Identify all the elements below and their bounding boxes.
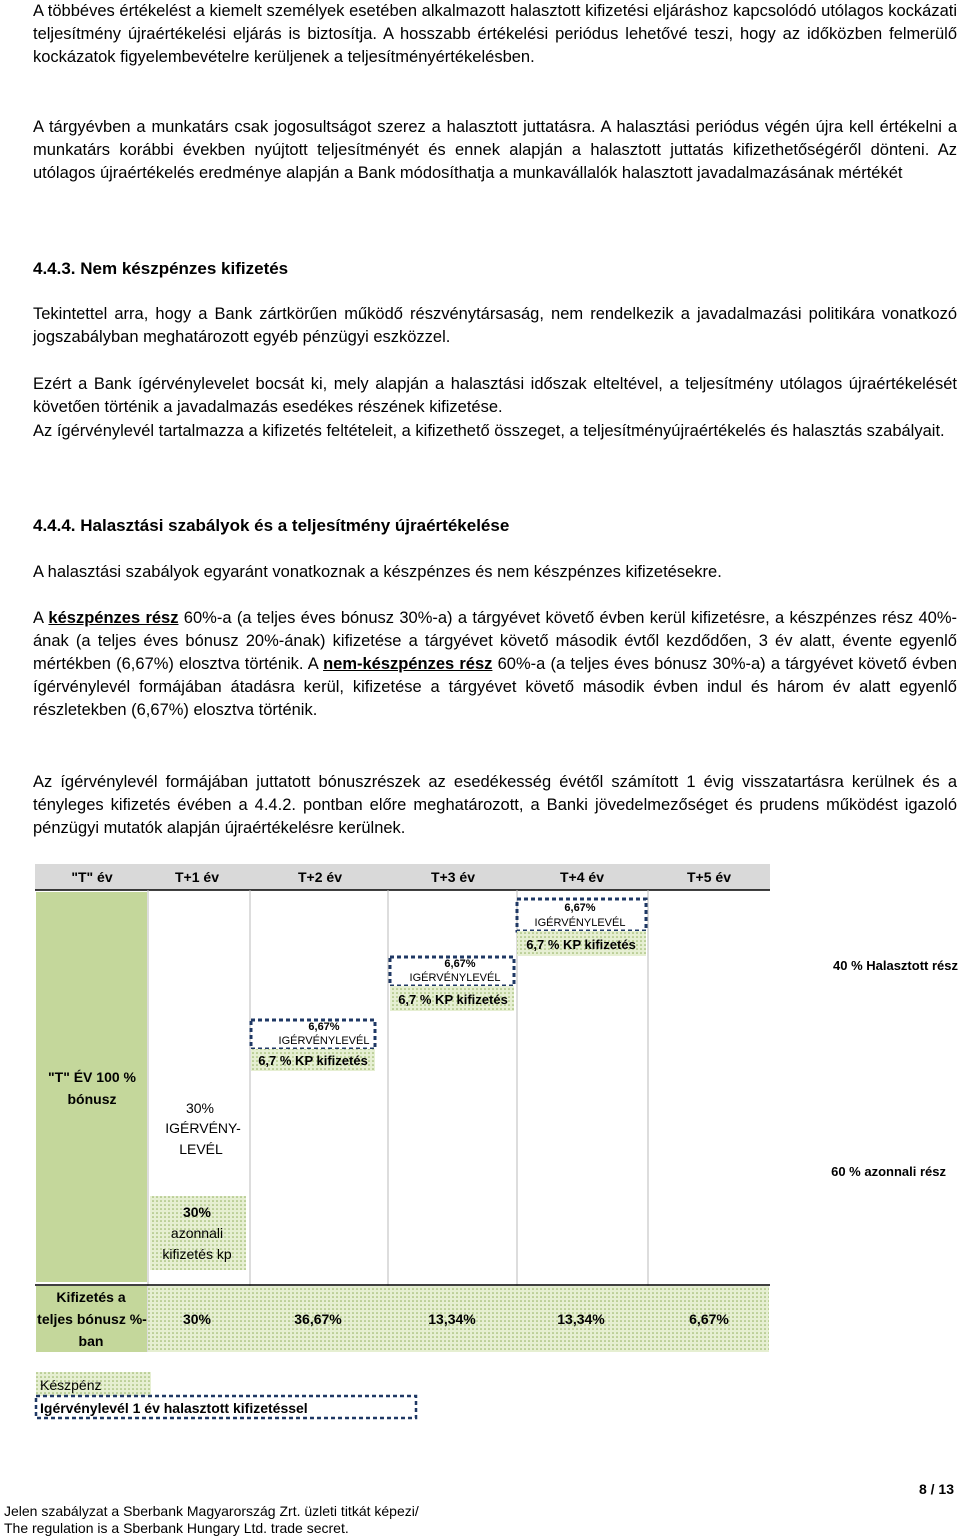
legend-promise-label: Igérvénylevél 1 év halasztott kifizetéssel <box>40 1400 308 1416</box>
payout-row-label-1: Kifizetés a <box>56 1289 126 1305</box>
promise-30-pct: 30% <box>185 1100 215 1116</box>
promise-t3-pct: 6,67% <box>444 958 476 970</box>
legend-cash-label: Készpénz <box>40 1377 102 1393</box>
paragraph-4b: Az ígérvénylevél tartalmazza a kifizetés feltételeit, a kifizethető összeget, a teljesítményújraértékelés és halasztás szabályait. <box>33 422 945 440</box>
page-number: 8 / 13 <box>918 1481 954 1497</box>
header-year-t3: T+3 év <box>431 869 475 885</box>
paragraph-4a: Ezért a Bank ígérvénylevelet bocsát ki, mely alapján a halasztási időszak elteltével, a teljesítmény utólagos újraértékelését követően történik a javadalmazás esedékes részének kifizetése. <box>33 375 957 416</box>
promise-t2-label: IGÉRVÉNYLEVÉL <box>278 1035 370 1047</box>
p6-text: 60%-a (a teljes éves bónusz 30%-a) a tárgyévet követő évben ígérvénylevél formájában átadásra kerül, kifizetése a tárgyévet követő második évben indul és három év alatt egyenlő részletekben (6,67%) elosztva történik. <box>33 655 958 719</box>
payout-value-t1: 30% <box>182 1311 212 1327</box>
payout-value-t3: 13,34% <box>428 1311 476 1327</box>
paragraph-7: Az ígérvénylevél formájában juttatott bónuszrészek az esedékesség évétől számított 1 évig visszatartásra kerülnek és a tényleges kifizetés évében a 4.4.2. pontban előre meghatározott, a Banki jövedelmezőséget és prudens működést igazoló pénzügyi mutatók alapján újraértékelésre kerülnek. <box>33 773 957 837</box>
header-year-t: "T" év <box>71 869 113 885</box>
payout-value-t5: 6,67% <box>689 1311 729 1327</box>
footer-line-1: Jelen szabályzat a Sberbank Magyarország Zrt. üzleti titkát képezi/ <box>4 1503 419 1519</box>
p6-text: A <box>33 609 49 627</box>
paragraph-1: A többéves értékelést a kiemelt személyek esetében alkalmazott halasztott kifizetési eljáráshoz kapcsolódó utólagos kockázati teljesítmény újraértékelési eljárás is biztosítja. A hosszabb értékelési periódus lehetővé teszi, hogy az időközben felmerülő kockázatok figyelembevételre kerüljenek a teljesítményértékelésben. <box>33 2 957 66</box>
cash-30-label: azonnali <box>170 1225 224 1241</box>
paragraph-3: Tekintettel arra, hogy a Bank zártkörűen működő részvénytársaság, nem rendelkezik a javadalmazási politikára vonatkozó jogszabályban meghatározott egyéb pénzügyi eszközzel. <box>33 305 957 346</box>
payout-value-t2: 36,67% <box>294 1311 342 1327</box>
promise-t3-label: IGÉRVÉNYLEVÉL <box>409 972 501 984</box>
paragraph-6 <box>33 607 957 722</box>
header-year-t2: T+2 év <box>298 869 342 885</box>
paragraph-2: A tárgyévben a munkatárs csak jogosultságot szerez a halasztott juttatásra. A halasztási periódus végén újra kell értékelni a munkatárs korábbi években nyújtott teljesítményét és ennek alapján a halasztott juttatás kifizethetőségéről dönteni. Az utólagos újraértékelés eredménye alapján a Bank módosíthatja a munkavállalók halasztott javadalmazásának mértékét <box>33 118 957 182</box>
payout-row-label-2: teljes bónusz %- <box>37 1311 147 1327</box>
cash-30-label2: kifizetés kp <box>162 1246 232 1262</box>
promise-30-label2: LEVÉL <box>179 1141 223 1157</box>
payout-row-label-3: ban <box>78 1333 104 1349</box>
cash-part-term: készpénzes rész <box>48 609 179 627</box>
noncash-part-term: nem-készpénzes rész <box>323 655 493 673</box>
promise-t2-pct: 6,67% <box>308 1021 340 1033</box>
promise-t4-pct: 6,67% <box>564 902 596 914</box>
p6-text: 60%-a (a teljes éves bónusz 30%-a) a tárgyévet követő évben kerül kifizetésre, a készpénzes rész 40%-ának (a teljes éves bónusz 20%-ának) kifizetése a tárgyévet követő második évtől kezdődően, 3 év alatt, évente egyenlő mértékben (6,67%) elosztva történik. A <box>33 609 957 673</box>
cash-t2-label: 6,7 % KP kifizetés <box>258 1053 368 1068</box>
section-heading-444: 4.4.4. Halasztási szabályok és a teljesítmény újraértékelése <box>33 516 510 535</box>
promise-30-label: IGÉRVÉNY- <box>165 1120 241 1136</box>
immediate-part-label: 60 % azonnali rész <box>831 1164 946 1179</box>
paragraph-5: A halasztási szabályok egyaránt vonatkoznak a készpénzes és nem készpénzes kifizetésekre. <box>33 563 722 581</box>
payout-value-t4: 13,34% <box>557 1311 605 1327</box>
cash-t4-label: 6,7 % KP kifizetés <box>526 937 636 952</box>
header-row-bg <box>35 864 770 890</box>
cash-t3-label: 6,7 % KP kifizetés <box>398 992 508 1007</box>
footer-line-2: The regulation is a Sberbank Hungary Ltd. trade secret. <box>4 1520 349 1536</box>
header-year-t4: T+4 év <box>560 869 604 885</box>
cash-30-pct: 30% <box>182 1204 212 1220</box>
header-year-t5: T+5 év <box>687 869 731 885</box>
t-year-bonus-label: bónusz <box>67 1091 117 1107</box>
header-year-t1: T+1 év <box>175 869 219 885</box>
section-heading-443: 4.4.3. Nem készpénzes kifizetés <box>33 259 289 278</box>
t-year-bonus-box <box>36 892 147 1282</box>
deferred-part-label: 40 % Halasztott rész <box>833 958 958 973</box>
promise-t4-label: IGÉRVÉNYLEVÉL <box>534 917 626 929</box>
t-year-label: "T" ÉV 100 % <box>48 1069 136 1085</box>
